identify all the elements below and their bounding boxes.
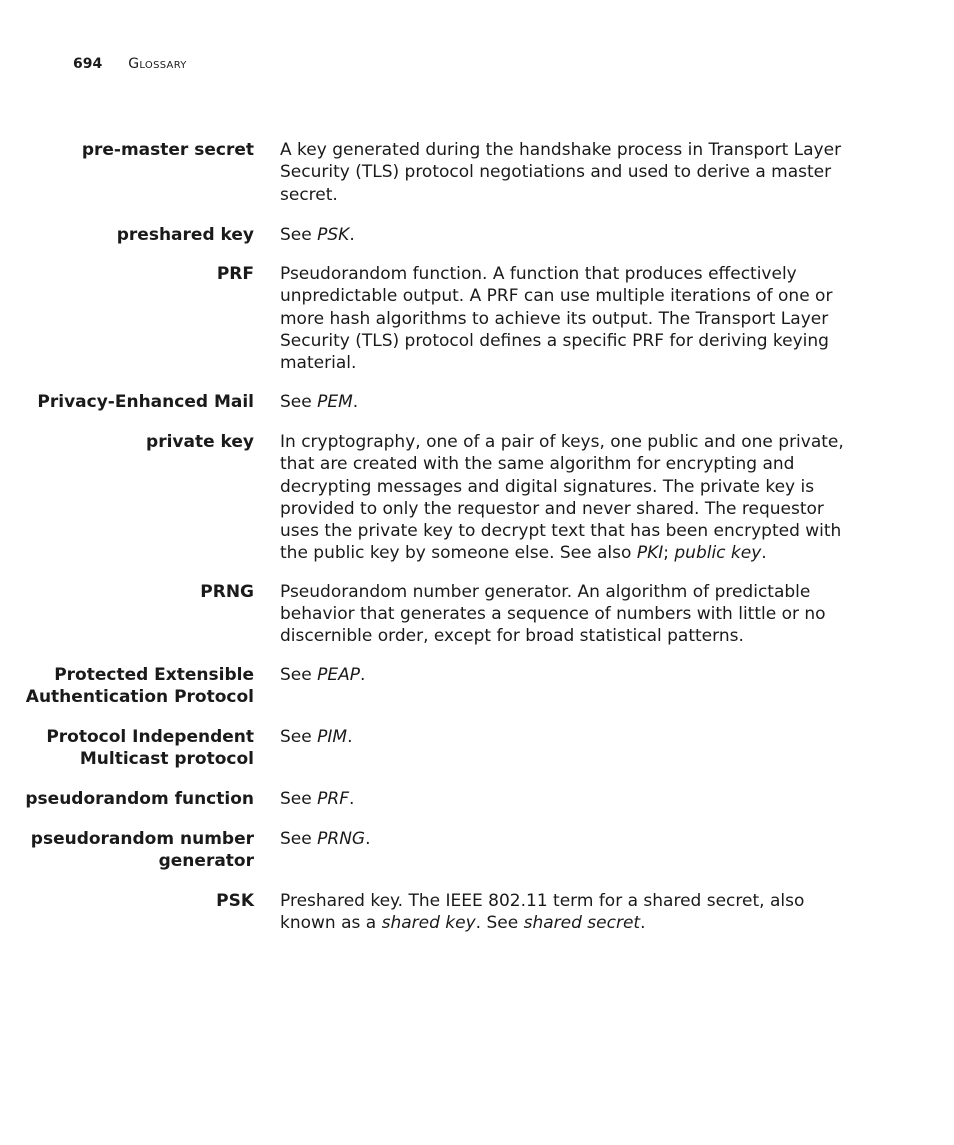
glossary-entry-pre-master-secret bbox=[0, 139, 954, 206]
cross-reference-link[interactable]: PEAP bbox=[317, 664, 360, 685]
see-text: See bbox=[280, 664, 318, 685]
cross-reference-link[interactable]: PRNG bbox=[317, 828, 366, 849]
definition-text: In cryptography, one of a pair of keys, one public and one private, that are created with the same algorithm for encrypting and decrypting messages and digital signatures. The private key is provided to only the requestor and never shared. The requestor uses the private key to decrypt text that has been encrypted with the public key by someone else. See also bbox=[280, 431, 844, 564]
glossary-definition bbox=[280, 890, 856, 935]
cross-reference-link[interactable]: shared secret bbox=[523, 913, 641, 934]
glossary-term: pseudorandom function bbox=[25, 788, 254, 809]
cross-reference-link[interactable]: PRF bbox=[317, 788, 349, 809]
glossary-entry-prng bbox=[0, 581, 954, 648]
glossary-definition bbox=[280, 828, 856, 850]
punctuation: . bbox=[761, 543, 767, 564]
see-text: See bbox=[280, 224, 318, 245]
cross-reference-link[interactable]: shared key bbox=[381, 913, 476, 934]
glossary-term: pseudorandom number generator bbox=[30, 828, 254, 871]
punctuation: . bbox=[352, 391, 359, 412]
glossary-entry-pseudorandom-function bbox=[0, 788, 954, 810]
glossary-definition bbox=[280, 726, 856, 748]
punctuation: ; bbox=[663, 543, 675, 564]
glossary-definition: A key generated during the handshake process in Transport Layer Security (TLS) protocol negotiations and used to derive a master secret. bbox=[280, 140, 842, 205]
glossary-term: PRNG bbox=[200, 581, 254, 602]
cross-reference-link[interactable]: PEM bbox=[317, 391, 353, 412]
glossary-term: PSK bbox=[216, 890, 254, 911]
glossary-entry-peap bbox=[0, 664, 954, 708]
glossary-entry-prf bbox=[0, 263, 954, 374]
glossary-term: Protected Extensible Authentication Protocol bbox=[25, 664, 254, 707]
glossary-entry-privacy-enhanced-mail bbox=[0, 391, 954, 413]
glossary-term: PRF bbox=[216, 264, 254, 285]
page-number: 694 bbox=[73, 56, 103, 72]
see-text: See bbox=[280, 788, 318, 809]
glossary-definition: Pseudorandom function. A function that produces effectively unpredictable output. A PRF can use multiple iterations of one or more hash algorithms to achieve its output. The Transport Layer Security (TLS) protocol defines a specific PRF for deriving keying material. bbox=[280, 264, 833, 374]
punctuation: . bbox=[640, 913, 646, 934]
punctuation: . bbox=[349, 224, 355, 245]
punctuation: . bbox=[360, 664, 366, 685]
glossary-definition bbox=[280, 391, 856, 413]
glossary-definition: Pseudorandom number generator. An algorithm of predictable behavior that generates a sequence of numbers with little or no discernible order, except for broad statistical patterns. bbox=[280, 581, 826, 647]
glossary-definition bbox=[280, 788, 856, 810]
glossary-term: Protocol Independent Multicast protocol bbox=[46, 726, 254, 769]
glossary-entry-preshared-key bbox=[0, 224, 954, 246]
cross-reference-link[interactable]: PSK bbox=[317, 224, 350, 245]
punctuation: . bbox=[347, 726, 353, 747]
glossary-term: pre-master secret bbox=[81, 140, 254, 160]
glossary-list bbox=[0, 139, 954, 935]
glossary-definition bbox=[280, 664, 856, 686]
glossary-term: private key bbox=[146, 431, 254, 452]
punctuation: . See bbox=[475, 913, 524, 934]
glossary-entry-private-key bbox=[0, 431, 954, 565]
page-header bbox=[73, 56, 187, 72]
cross-reference-link[interactable]: public key bbox=[674, 543, 762, 564]
cross-reference-link[interactable]: PIM bbox=[317, 726, 348, 747]
punctuation: . bbox=[365, 828, 371, 849]
glossary-entry-pim bbox=[0, 726, 954, 770]
glossary-term: preshared key bbox=[116, 224, 254, 245]
running-head: Glossary bbox=[128, 56, 187, 72]
see-text: See bbox=[280, 391, 318, 412]
glossary-term: Privacy-Enhanced Mail bbox=[37, 391, 254, 412]
cross-reference-link[interactable]: PKI bbox=[636, 543, 664, 564]
glossary-entry-pseudorandom-number-generator bbox=[0, 828, 954, 872]
glossary-definition bbox=[280, 224, 856, 246]
see-text: See bbox=[280, 726, 318, 747]
punctuation: . bbox=[348, 788, 355, 809]
glossary-definition bbox=[280, 431, 856, 565]
glossary-entry-psk bbox=[0, 890, 954, 935]
definition-text: Preshared key. The IEEE 802.11 term for a shared secret, also known as a bbox=[280, 890, 805, 934]
see-text: See bbox=[280, 828, 318, 849]
